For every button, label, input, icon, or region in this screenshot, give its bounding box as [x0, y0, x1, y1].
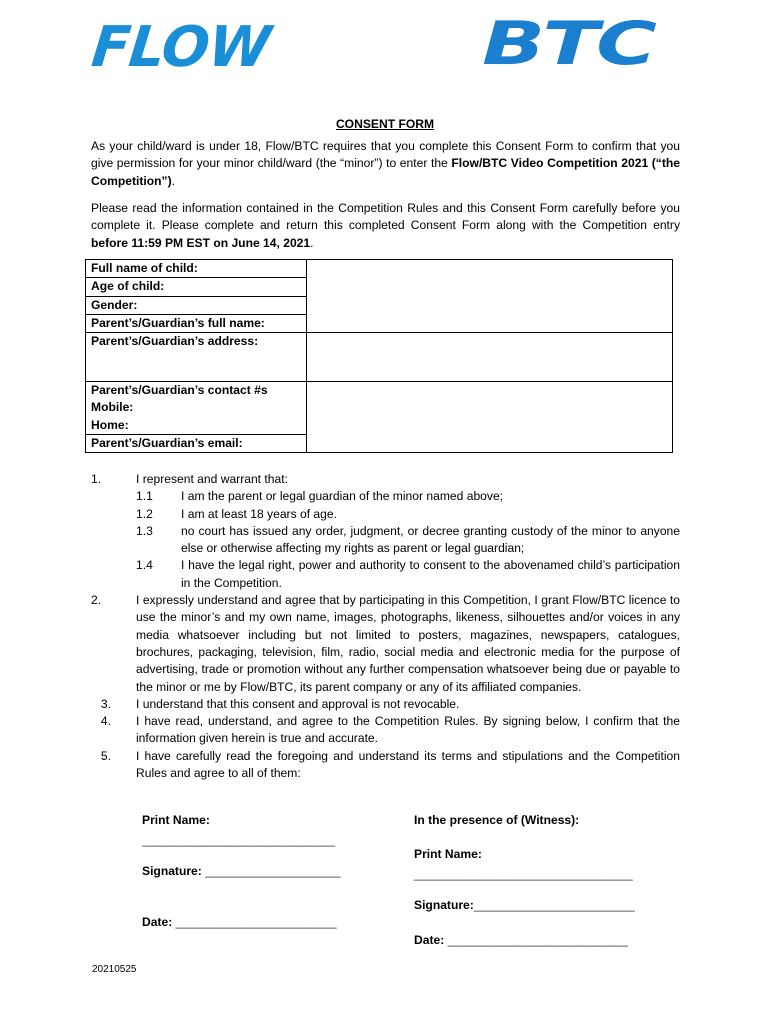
signature-field[interactable]: Signature: _____________________: [142, 864, 341, 878]
witness-signature-field[interactable]: Signature:_________________________: [414, 898, 635, 912]
witness-print-name-line[interactable]: __________________________________: [414, 867, 633, 881]
sub-item: 1.1 I am the parent or legal guardian of the minor named above;: [136, 489, 504, 504]
witness-title: In the presence of (Witness):: [414, 813, 580, 827]
witness-print-name-label: Print Name:: [414, 847, 482, 861]
guardian-name-label: Parent’s/Guardian’s full name:: [86, 314, 307, 332]
sub-item: 1.4 I have the legal right, power and authority to consent to the abovenamed child’s participation in the Competition.: [136, 558, 680, 590]
intro-paragraph-2: Please read the information contained in the Competition Rules and this Consent Form carefully before you complete it. Please complete and return this completed Consent Form along with the Competition entry before 11:59 PM EST on June 14, 2021.: [91, 201, 680, 250]
guardian-address-label: Parent’s/Guardian’s address:: [86, 333, 307, 382]
guardian-address-field[interactable]: [307, 333, 673, 382]
sub-item: 1.2 I am at least 18 years of age.: [136, 506, 337, 521]
print-name-line[interactable]: ______________________________: [142, 833, 335, 847]
child-details-field[interactable]: [307, 260, 673, 333]
print-name-label: Print Name:: [142, 813, 210, 827]
page-title: CONSENT FORM: [335, 117, 435, 131]
witness-date-field[interactable]: Date: ____________________________: [414, 933, 628, 947]
consent-details-table: [85, 259, 673, 453]
guardian-contact-label: Parent’s/Guardian’s contact #s Mobile: Home:: [86, 382, 307, 435]
list-item: 4. I have read, understand, and agree to the Competition Rules. By signing below, I confirm that the information given herein is true and accurate.: [100, 714, 680, 746]
list-item: 2. I expressly understand and agree that by participating in this Competition, I grant Flow/BTC licence to use the minor’s and my own name, images, photographs, likeness, silhouettes and/or voices in any media whatsoever including but not limited to posters, magazines, newspapers, catalogues, brochures, packaging, television, film, radio, social media and electronic media for the purpose of advertising, trade or promotion without any further compensation whatsoever being due or payable to the minor or me by Flow/BTC, its parent company or any of its affiliated companies.: [91, 593, 680, 694]
list-item: 5. I have carefully read the foregoing and understand its terms and stipulations and the Competition Rules and agree to all of them:: [100, 748, 680, 781]
intro-paragraph-1: As your child/ward is under 18, Flow/BTC requires that you complete this Consent Form to confirm that you give permission for your minor child/ward (the “minor”) to enter the Flow/BTC Video Competition 2021 (“the Competition”).: [91, 139, 680, 188]
guardian-email-label: Parent’s/Guardian’s email:: [86, 435, 307, 453]
flow-logo: FLOW: [88, 15, 273, 80]
sub-item: 1.3 no court has issued any order, judgment, or decree granting custody of the minor to anyone else or otherwise affecting my rights as parent or legal guardian;: [136, 523, 680, 556]
date-field[interactable]: Date: _________________________: [142, 915, 337, 929]
document-code: 20210525: [92, 964, 137, 975]
list-item: 3. I understand that this consent and approval is not revocable.: [100, 696, 460, 711]
child-name-label: Full name of child:: [86, 260, 307, 278]
child-age-label: Age of child:: [86, 278, 307, 296]
guardian-contact-field[interactable]: [307, 382, 673, 453]
terms-list: [91, 471, 680, 782]
list-item: 1. I represent and warrant that:: [91, 472, 288, 486]
gender-label: Gender:: [86, 296, 307, 314]
btc-logo: BTC: [482, 9, 655, 79]
